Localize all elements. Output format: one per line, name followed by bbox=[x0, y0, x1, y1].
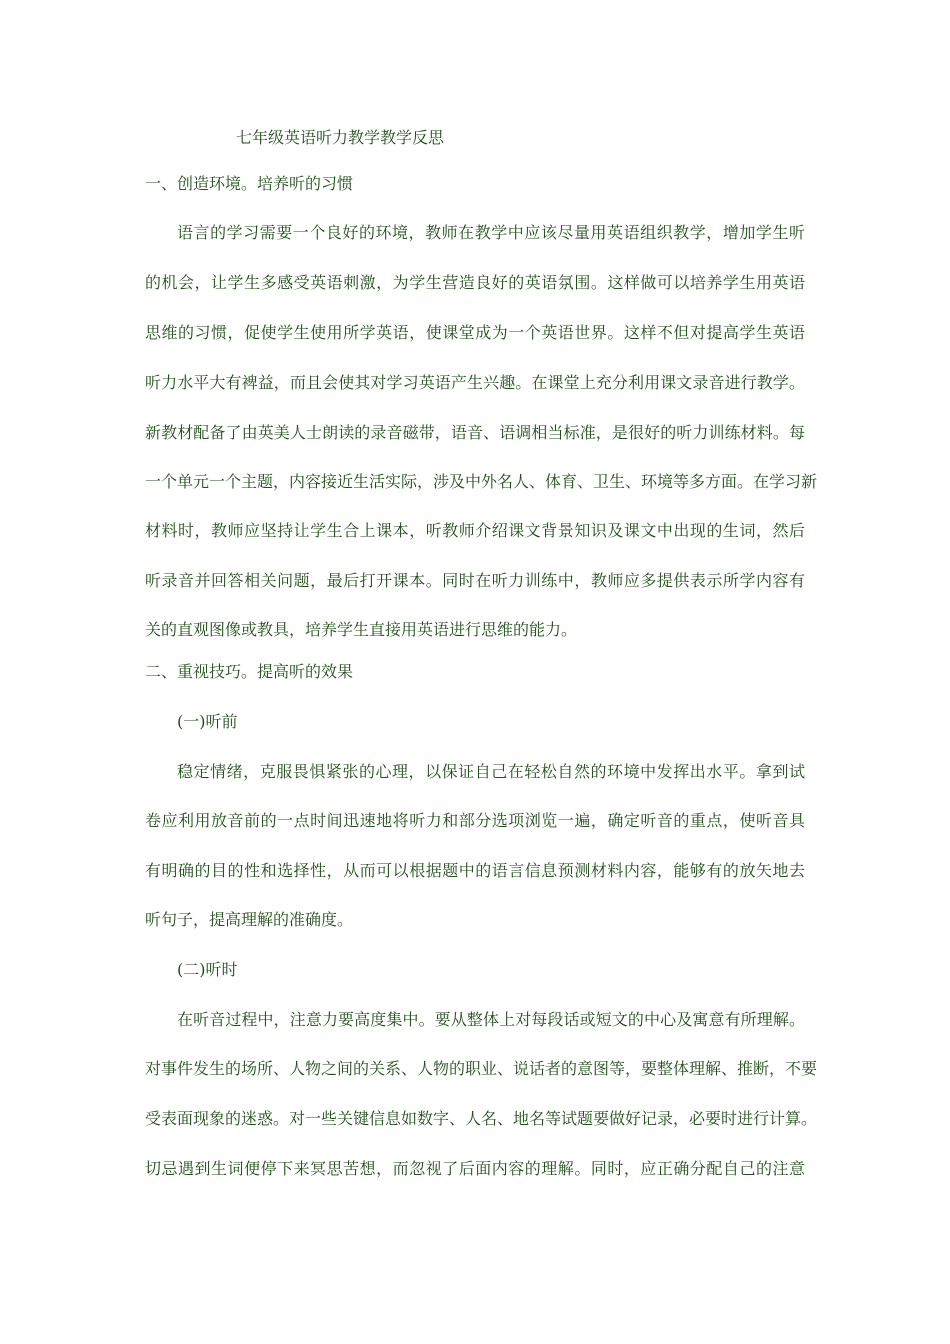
document-title: 七年级英语听力教学教学反思 bbox=[236, 128, 445, 147]
subsection-1-heading: (一)听前 bbox=[177, 712, 238, 731]
section-1-line: 关的直观图像或教具，培养学生直接用英语进行思维的能力。 bbox=[145, 620, 578, 639]
section-1-heading: 一、创造环境。培养听的习惯 bbox=[145, 174, 354, 193]
subsection-2-line: 在听音过程中，注意力要高度集中。要从整体上对每段话或短文的中心及寓意有所理解。 bbox=[177, 1010, 805, 1029]
subsection-2-heading: (二)听时 bbox=[177, 960, 238, 979]
section-1-line: 听录音并回答相关问题，最后打开课本。同时在听力训练中，教师应多提供表示所学内容有 bbox=[145, 571, 805, 590]
section-2-heading: 二、重视技巧。提高听的效果 bbox=[145, 662, 354, 681]
section-1-line: 语言的学习需要一个良好的环境，教师在教学中应该尽量用英语组织教学，增加学生听 bbox=[177, 223, 805, 242]
subsection-1-line: 听句子，提高理解的准确度。 bbox=[145, 910, 354, 929]
subsection-2-line: 对事件发生的场所、人物之间的关系、人物的职业、说话者的意图等，要整体理解、推断，不要 bbox=[145, 1059, 818, 1078]
subsection-1-line: 卷应利用放音前的一点时间迅速地将听力和部分选项浏览一遍，确定听音的重点，使听音具 bbox=[145, 811, 805, 830]
section-1-line: 听力水平大有裨益，而且会使其对学习英语产生兴趣。在课堂上充分利用课文录音进行教学。 bbox=[145, 373, 805, 392]
subsection-1-line: 有明确的目的性和选择性，从而可以根据题中的语言信息预测材料内容，能够有的放矢地去 bbox=[145, 861, 805, 880]
subsection-2-line: 受表面现象的迷惑。对一些关键信息如数字、人名、地名等试题要做好记录，必要时进行计算。 bbox=[145, 1109, 818, 1128]
subsection-1-line: 稳定情绪，克服畏惧紧张的心理，以保证自己在轻松自然的环境中发挥出水平。拿到试 bbox=[177, 762, 805, 781]
section-1-line: 一个单元一个主题，内容接近生活实际，涉及中外名人、体育、卫生、环境等多方面。在学习新 bbox=[145, 472, 818, 491]
subsection-2-line: 切忌遇到生词便停下来冥思苦想，而忽视了后面内容的理解。同时，应正确分配自己的注意 bbox=[145, 1159, 805, 1178]
section-1-line: 的机会，让学生多感受英语刺激，为学生营造良好的英语氛围。这样做可以培养学生用英语 bbox=[145, 273, 805, 292]
section-1-line: 新教材配备了由英美人士朗读的录音磁带，语音、语调相当标准，是很好的听力训练材料。每 bbox=[145, 423, 805, 442]
section-1-line: 思维的习惯，促使学生使用所学英语，使课堂成为一个英语世界。这样不但对提高学生英语 bbox=[145, 323, 805, 342]
section-1-line: 材料时，教师应坚持让学生合上课本，听教师介绍课文背景知识及课文中出现的生词，然后 bbox=[145, 521, 805, 540]
